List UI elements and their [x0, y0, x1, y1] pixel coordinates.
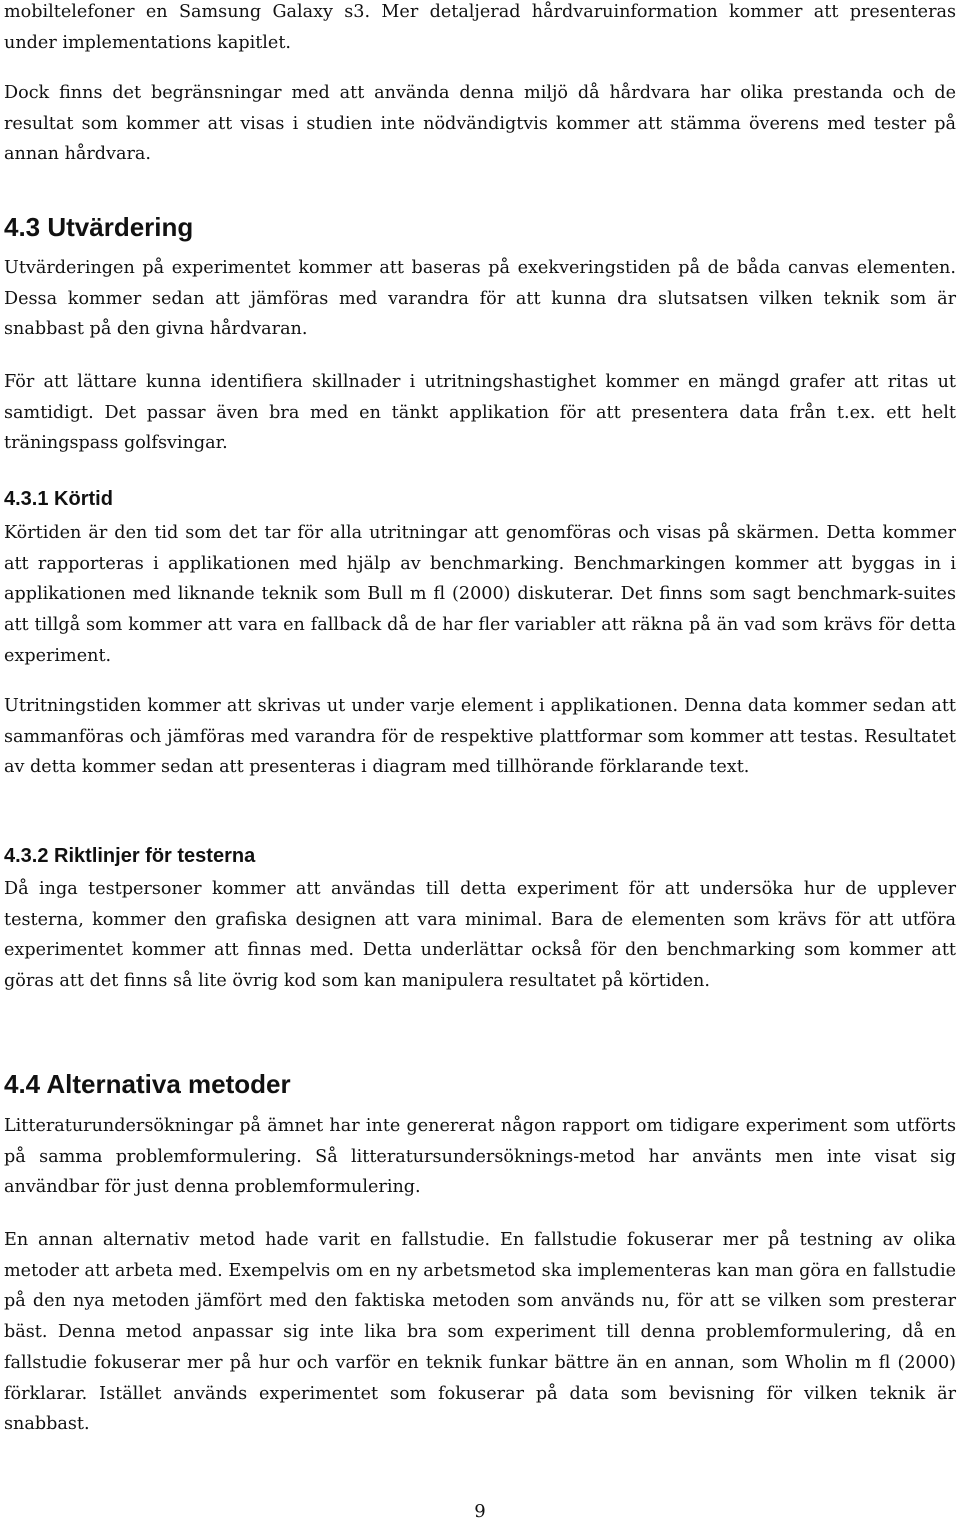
- paragraph-graphs: För att lättare kunna identifiera skillnader i utritningshastighet kommer en mängd grafer att ritas ut samtidigt. Det passar även bra med en tänkt applikation för att presentera data från t.ex. ett helt träningspass golfsvingar.: [4, 372, 956, 454]
- page-number: 9: [474, 1501, 486, 1522]
- heading-4-3: 4.3 Utvärdering: [4, 212, 194, 242]
- paragraph-evaluation: Utvärderingen på experimentet kommer att baseras på exekveringstiden på de båda canvas elementen. Dessa kommer sedan att jämföras med varandra för att kunna dra slutsatsen vilken teknik som är snabbast på den givna hårdvaran.: [4, 258, 956, 340]
- paragraph-case-study: En annan alternativ metod hade varit en fallstudie. En fallstudie fokuserar mer på testning av olika metoder att arbeta med. Exempelvis om en ny arbetsmetod ska implementeras kan man göra en fallstudie på den nya metoden jämfört med den faktiska metoden som används nu, för att se vilken som presterar bäst. Denna metod anpassar sig inte lika bra som experiment till denna problemformulering, då en fallstudie fokuserar mer på hur och varför en teknik funkar bättre än en annan, som Wholin m fl (2000) förklarar. Istället används experimentet som fokuserar på data som bevisning för vilken teknik är snabbast.: [4, 1230, 956, 1435]
- paragraph-runtime: Körtiden är den tid som det tar för alla utritningar att genomföras och visas på skärmen. Detta kommer att rapporteras i applikationen med hjälp av benchmarking. Benchmarkingen kommer att byggas in i applikationen med liknande teknik som Bull m fl (2000) diskuterar. Det finns som sagt benchmark-suites att tillgå som kommer att vara en fallback då de har fler variabler att räkna på än vad som krävs för detta experiment.: [4, 523, 956, 666]
- heading-4-4: 4.4 Alternativa metoder: [4, 1069, 291, 1099]
- paragraph-literature: Litteraturundersökningar på ämnet har inte genererat någon rapport om tidigare experiment som utförts på samma problemformulering. Så litteratursundersöknings-metod har använts men inte visat sig användbar för just denna problemformulering.: [4, 1116, 956, 1198]
- paragraph-guidelines: Då inga testpersoner kommer att användas till detta experiment för att undersöka hur de upplever testerna, kommer den grafiska designen att vara minimal. Bara de elementen som krävs för att utföra experimentet kommer att finnas med. Detta underlättar också för den benchmarking som kommer att göras att det finns så lite övrig kod som kan manipulera resultatet på körtiden.: [4, 879, 956, 992]
- paragraph-limitations: Dock finns det begränsningar med att använda denna miljö då hårdvara har olika prestanda och de resultat som kommer att visas i studien inte nödvändigtvis kommer att stämma överens med tester på annan hårdvara.: [4, 83, 956, 165]
- heading-4-3-2: 4.3.2 Riktlinjer för testerna: [4, 845, 256, 867]
- heading-4-3-1: 4.3.1 Körtid: [4, 488, 113, 510]
- paragraph-render-time: Utritningstiden kommer att skrivas ut under varje element i applikationen. Denna data kommer sedan att sammanföras och jämföras med varandra för de respektive plattformar som kommer att testas. Resultatet av detta kommer sedan att presenteras i diagram med tillhörande förklarande text.: [4, 696, 956, 778]
- paragraph-continuation: mobiltelefoner en Samsung Galaxy s3. Mer detaljerad hårdvaruinformation kommer att presenteras under implementations kapitlet.: [4, 2, 956, 53]
